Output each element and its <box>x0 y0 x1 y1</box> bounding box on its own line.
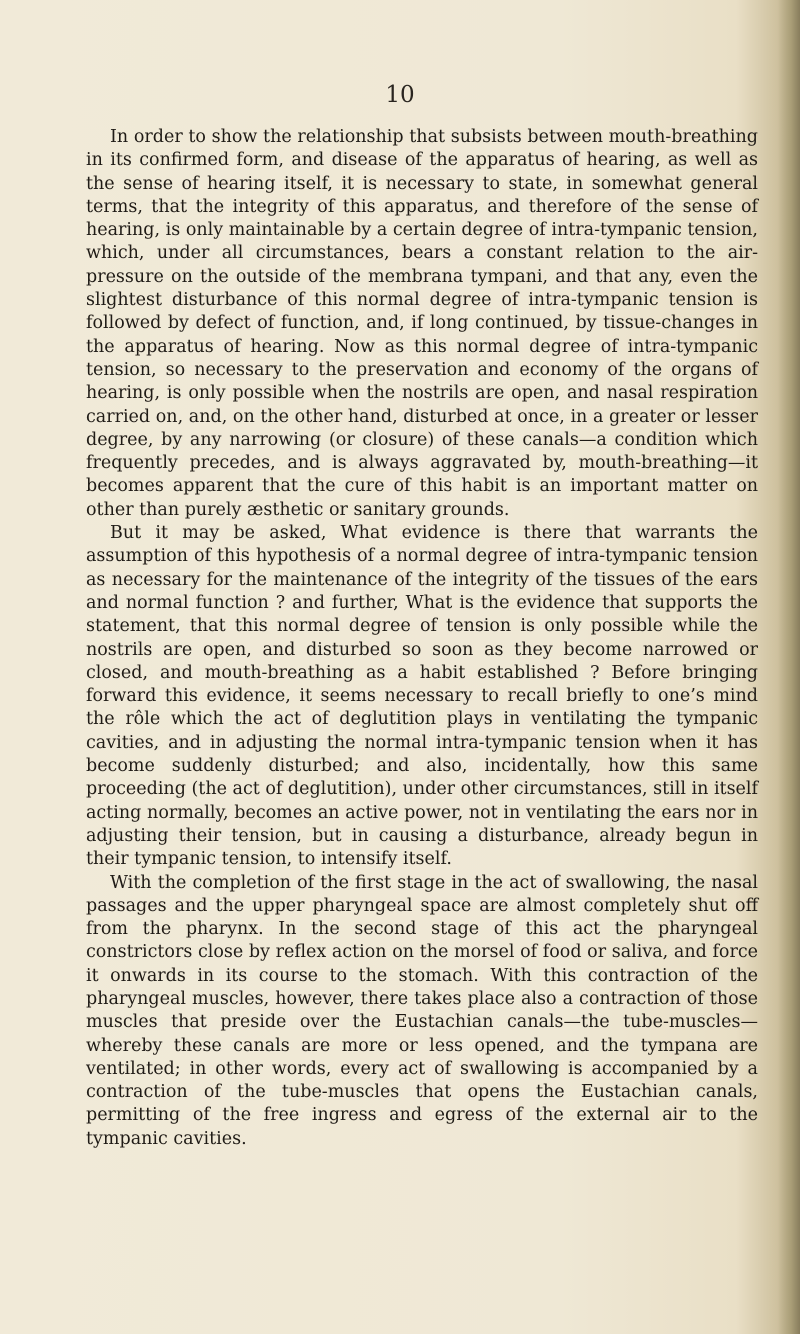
body-text <box>86 126 758 1151</box>
page-edge-shadow <box>778 0 800 1334</box>
paragraph: With the completion of the first stage in the act of swallowing, the nasal passages and the upper pharyngeal space are almost completely shut off from the pharynx. In the second stage of this act the pharyngeal constrictors close by reflex action on the morsel of food or saliva, and force it onwards in its course to the stomach. With this contraction of the pharyngeal muscles, however, there takes place also a contraction of those muscles that preside over the Eustachian canals—the tube-muscles—whereby these canals are more or less opened, and the tympana are ventilated; in other words, every act of swallowing is accompanied by a contraction of the tube-muscles that opens the Eustachian canals, permitting of the free ingress and egress of the external air to the tympanic cavities. <box>86 872 758 1149</box>
paragraph: In order to show the relationship that subsists between mouth-breathing in its confirmed form, and disease of the apparatus of hearing, as well as the sense of hearing itself, it is necessary to state, in somewhat general terms, that the integrity of this apparatus, and therefore of the sense of hearing, is only maintainable by a certain degree of intra-tympanic tension, which, under all circumstances, bears a constant relation to the air-pressure on the outside of the membrana tympani, and that any, even the slightest disturbance of this normal degree of intra-tympanic tension is followed by defect of function, and, if long continued, by tissue-changes in the apparatus of hearing. Now as this normal degree of intra-tympanic tension, so necessary to the preservation and economy of the organs of hearing, is only possible when the nostrils are open, and nasal respiration carried on, and, on the other hand, disturbed at once, in a greater or lesser degree, by any narrowing (or closure) of these canals—a condition which frequently precedes, and is always aggravated by, mouth-breathing—it becomes apparent that the cure of this habit is an important matter on other than purely æsthetic or sanitary grounds. <box>86 127 758 520</box>
page-number: 10 <box>385 82 415 108</box>
paragraph: But it may be asked, What evidence is there that warrants the assumption of this hypothesis of a normal degree of intra-tympanic tension as necessary for the maintenance of the integrity of the tissues of the ears and normal function ? and further, What is the evidence that supports the statement, that this normal degree of tension is only possible while the nostrils are open, and disturbed so soon as they become narrowed or closed, and mouth-breathing as a habit established ? Before bringing forward this evidence, it seems necessary to recall briefly to one’s mind the rôle which the act of deglutition plays in ventilating the tympanic cavities, and in adjusting the normal intra-tympanic tension when it has become suddenly disturbed; and also, incidentally, how this same proceeding (the act of deglutition), under other circumstances, still in itself acting normally, becomes an active power, not in ventilating the ears nor in adjusting their tension, but in causing a disturbance, already begun in their tympanic tension, to intensify itself. <box>86 523 758 870</box>
